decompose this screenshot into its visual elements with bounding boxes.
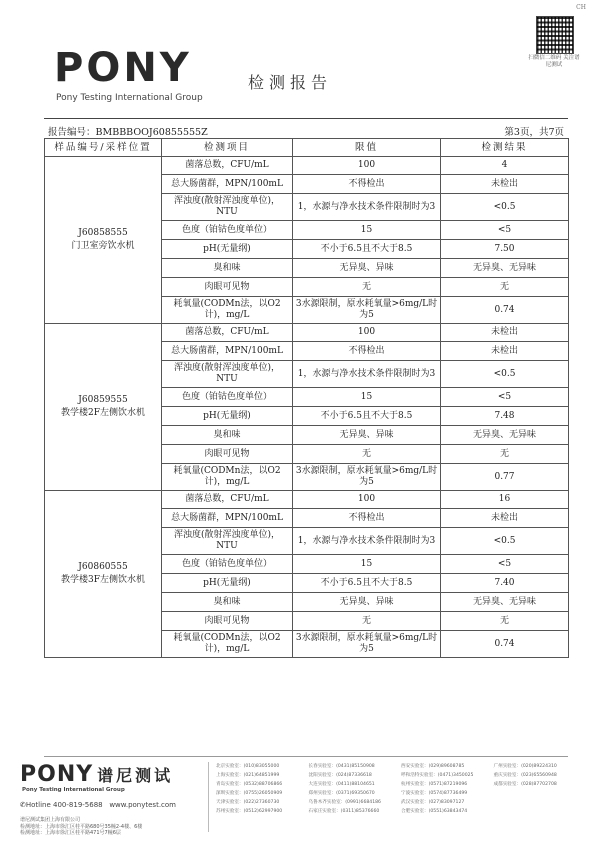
- footer-logo: [20, 762, 173, 787]
- test-item: 肉眼可见物: [162, 445, 293, 464]
- sample-cell: [45, 157, 162, 324]
- result-value: 无: [441, 278, 569, 297]
- sample-location: 教学楼2F左侧饮水机: [61, 408, 145, 418]
- result-value: 0.74: [441, 631, 569, 658]
- office-item: 沈阳实验室：(024)87336618: [308, 773, 372, 778]
- result-value: 16: [441, 491, 569, 509]
- result-value: 0.77: [441, 464, 569, 491]
- test-item: 色度（铂钴色度单位）: [162, 388, 293, 407]
- company-line: 检测地址：上海市徐汇区桂平路680号35幢2-4楼、6楼: [20, 823, 143, 830]
- result-value: 7.40: [441, 574, 569, 593]
- table-row: [45, 491, 569, 509]
- limit-value: 15: [293, 555, 441, 574]
- result-value: <0.5: [441, 361, 569, 388]
- sample-id: J60858555: [78, 228, 128, 238]
- test-item: 臭和味: [162, 426, 293, 445]
- qr-caption: 扫微信二维码 关注谱尼测试: [528, 55, 580, 68]
- office-list: [216, 762, 586, 816]
- header-rule: [44, 118, 568, 119]
- footer-logo-text: PONY: [20, 762, 94, 787]
- limit-value: 无异臭、异味: [293, 426, 441, 445]
- test-item: 肉眼可见物: [162, 278, 293, 297]
- office-item: 武汉实验室：(027)83097127: [401, 800, 465, 805]
- limit-value: 不得检出: [293, 175, 441, 194]
- sample-location: 门卫室旁饮水机: [71, 241, 135, 251]
- office-item: 天津实验室：(022)27360730: [216, 800, 280, 805]
- test-item: 菌落总数，CFU/mL: [162, 324, 293, 342]
- office-item: 大连实验室：(0411)88104651: [308, 782, 375, 787]
- table-row: [45, 157, 569, 175]
- result-value: 4: [441, 157, 569, 175]
- limit-value: 不得检出: [293, 509, 441, 528]
- result-value: <5: [441, 388, 569, 407]
- test-item: pH(无量纲): [162, 240, 293, 259]
- table-header-row: [45, 139, 569, 157]
- limit-value: 无: [293, 278, 441, 297]
- company-line: 检测地址：上海市徐汇区桂平路471号7幢6层: [20, 830, 121, 836]
- hotline: ✆Hotline 400-819-5688 www.ponytest.com: [20, 801, 176, 809]
- test-item: 耗氧量(CODMn法，以O2计)，mg/L: [162, 631, 293, 658]
- office-item: 苏州实验室：(0512)62997900: [216, 809, 283, 814]
- office-item: 宁波实验室：(0574)87736499: [401, 791, 468, 796]
- result-value: 无: [441, 612, 569, 631]
- office-item: 乌鲁木齐实验室：(0991)6684186: [308, 800, 381, 805]
- header-limit: 限值: [293, 139, 441, 157]
- table-row: [45, 324, 569, 342]
- limit-value: 不得检出: [293, 342, 441, 361]
- footer-subtitle: Pony Testing International Group: [22, 787, 125, 793]
- limit-value: 15: [293, 221, 441, 240]
- result-value: 无异臭、无异味: [441, 426, 569, 445]
- limit-value: 15: [293, 388, 441, 407]
- header-sample: 样品编号/采样位置: [45, 139, 162, 157]
- sample-location: 教学楼3F左侧饮水机: [61, 575, 145, 585]
- test-item: 总大肠菌群，MPN/100mL: [162, 509, 293, 528]
- office-item: 北京实验室：(010)83055000: [216, 764, 280, 769]
- office-item: 呼和浩特实验室：(0471)3450025: [401, 773, 474, 778]
- limit-value: 100: [293, 491, 441, 509]
- result-value: 无异臭、无异味: [441, 259, 569, 278]
- table-body: [45, 157, 569, 658]
- result-value: 7.48: [441, 407, 569, 426]
- test-item: 浑浊度(散射浑浊度单位)，NTU: [162, 528, 293, 555]
- result-value: <5: [441, 555, 569, 574]
- company-info: [20, 817, 142, 837]
- result-value: <0.5: [441, 194, 569, 221]
- office-item: 合肥实验室：(0551)63843474: [401, 809, 468, 814]
- office-item: 成都实验室：(028)87702708: [493, 782, 557, 787]
- limit-value: 不小于6.5且不大于8.5: [293, 407, 441, 426]
- office-item: 西安实验室：(029)89608785: [401, 764, 465, 769]
- document-title: 检测报告: [248, 73, 333, 92]
- result-value: 未检出: [441, 324, 569, 342]
- website-link[interactable]: www.ponytest.com: [109, 801, 176, 809]
- result-value: 0.74: [441, 297, 569, 324]
- footer-divider: [208, 762, 209, 832]
- logo-subtitle: Pony Testing International Group: [56, 93, 203, 103]
- test-item: 总大肠菌群，MPN/100mL: [162, 175, 293, 194]
- office-item: 长春实验室：(0431)85150908: [308, 764, 375, 769]
- test-item: pH(无量纲): [162, 574, 293, 593]
- test-item: 肉眼可见物: [162, 612, 293, 631]
- limit-value: 不小于6.5且不大于8.5: [293, 574, 441, 593]
- test-item: 臭和味: [162, 259, 293, 278]
- sample-cell: [45, 324, 162, 491]
- company-line: 谱尼测试集团上海有限公司: [20, 817, 81, 823]
- limit-value: 100: [293, 324, 441, 342]
- test-item: 浑浊度(散射浑浊度单位)，NTU: [162, 361, 293, 388]
- limit-value: 无: [293, 445, 441, 464]
- result-value: 7.50: [441, 240, 569, 259]
- limit-value: 1，水源与净水技术条件限制时为3: [293, 528, 441, 555]
- limit-value: 1，水源与净水技术条件限制时为3: [293, 361, 441, 388]
- office-item: 郑州实验室：(0371)69350670: [308, 791, 375, 796]
- result-value: 未检出: [441, 509, 569, 528]
- result-value: 未检出: [441, 175, 569, 194]
- test-item: 总大肠菌群，MPN/100mL: [162, 342, 293, 361]
- result-value: 无: [441, 445, 569, 464]
- footer-rule: [44, 756, 568, 757]
- office-item: 广州实验室：(020)89224310: [493, 764, 557, 769]
- result-value: <0.5: [441, 528, 569, 555]
- header-item: 检测项目: [162, 139, 293, 157]
- limit-value: 无异臭、异味: [293, 259, 441, 278]
- test-item: 菌落总数，CFU/mL: [162, 157, 293, 175]
- office-item: 石家庄实验室：(0311)85376660: [308, 809, 380, 814]
- limit-value: 无异臭、异味: [293, 593, 441, 612]
- test-item: 色度（铂钴色度单位）: [162, 221, 293, 240]
- test-item: pH(无量纲): [162, 407, 293, 426]
- header-result: 检测结果: [441, 139, 569, 157]
- limit-value: 100: [293, 157, 441, 175]
- sample-id: J60860555: [78, 562, 128, 572]
- result-value: <5: [441, 221, 569, 240]
- limit-value: 不小于6.5且不大于8.5: [293, 240, 441, 259]
- result-value: 未检出: [441, 342, 569, 361]
- limit-value: 无: [293, 612, 441, 631]
- results-table: [44, 138, 569, 658]
- result-value: 无异臭、无异味: [441, 593, 569, 612]
- limit-value: 3水源限制，原水耗氧量>6mg/L时为5: [293, 297, 441, 324]
- report-number-value: BMBBBOOJ60855555Z: [95, 127, 208, 138]
- limit-value: 3水源限制，原水耗氧量>6mg/L时为5: [293, 464, 441, 491]
- report-number: [48, 124, 208, 138]
- office-item: 重庆实验室：(023)65560948: [493, 773, 557, 778]
- test-item: 耗氧量(CODMn法，以O2计)，mg/L: [162, 464, 293, 491]
- corner-mark: CH: [576, 4, 586, 11]
- test-item: 臭和味: [162, 593, 293, 612]
- hotline-text: Hotline 400-819-5688: [25, 801, 103, 809]
- office-item: 杭州实验室：(0571)87219096: [401, 782, 468, 787]
- qr-code-icon: [536, 16, 574, 54]
- test-item: 菌落总数，CFU/mL: [162, 491, 293, 509]
- pony-logo: PONY: [54, 45, 192, 91]
- test-item: 浑浊度(散射浑浊度单位)，NTU: [162, 194, 293, 221]
- report-number-label: 报告编号：: [48, 127, 96, 138]
- office-item: 深圳实验室：(0755)26050909: [216, 791, 283, 796]
- office-item: 青岛实验室：(0532)88706866: [216, 782, 283, 787]
- sample-cell: [45, 491, 162, 658]
- office-item: 上海实验室：(021)64851999: [216, 773, 280, 778]
- footer-logo-cn: 谱尼测试: [97, 766, 174, 785]
- limit-value: 1，水源与净水技术条件限制时为3: [293, 194, 441, 221]
- test-item: 色度（铂钴色度单位）: [162, 555, 293, 574]
- test-item: 耗氧量(CODMn法，以O2计)，mg/L: [162, 297, 293, 324]
- limit-value: 3水源限制，原水耗氧量>6mg/L时为5: [293, 631, 441, 658]
- page-info: 第3页，共7页: [504, 127, 564, 138]
- sample-id: J60859555: [78, 395, 128, 405]
